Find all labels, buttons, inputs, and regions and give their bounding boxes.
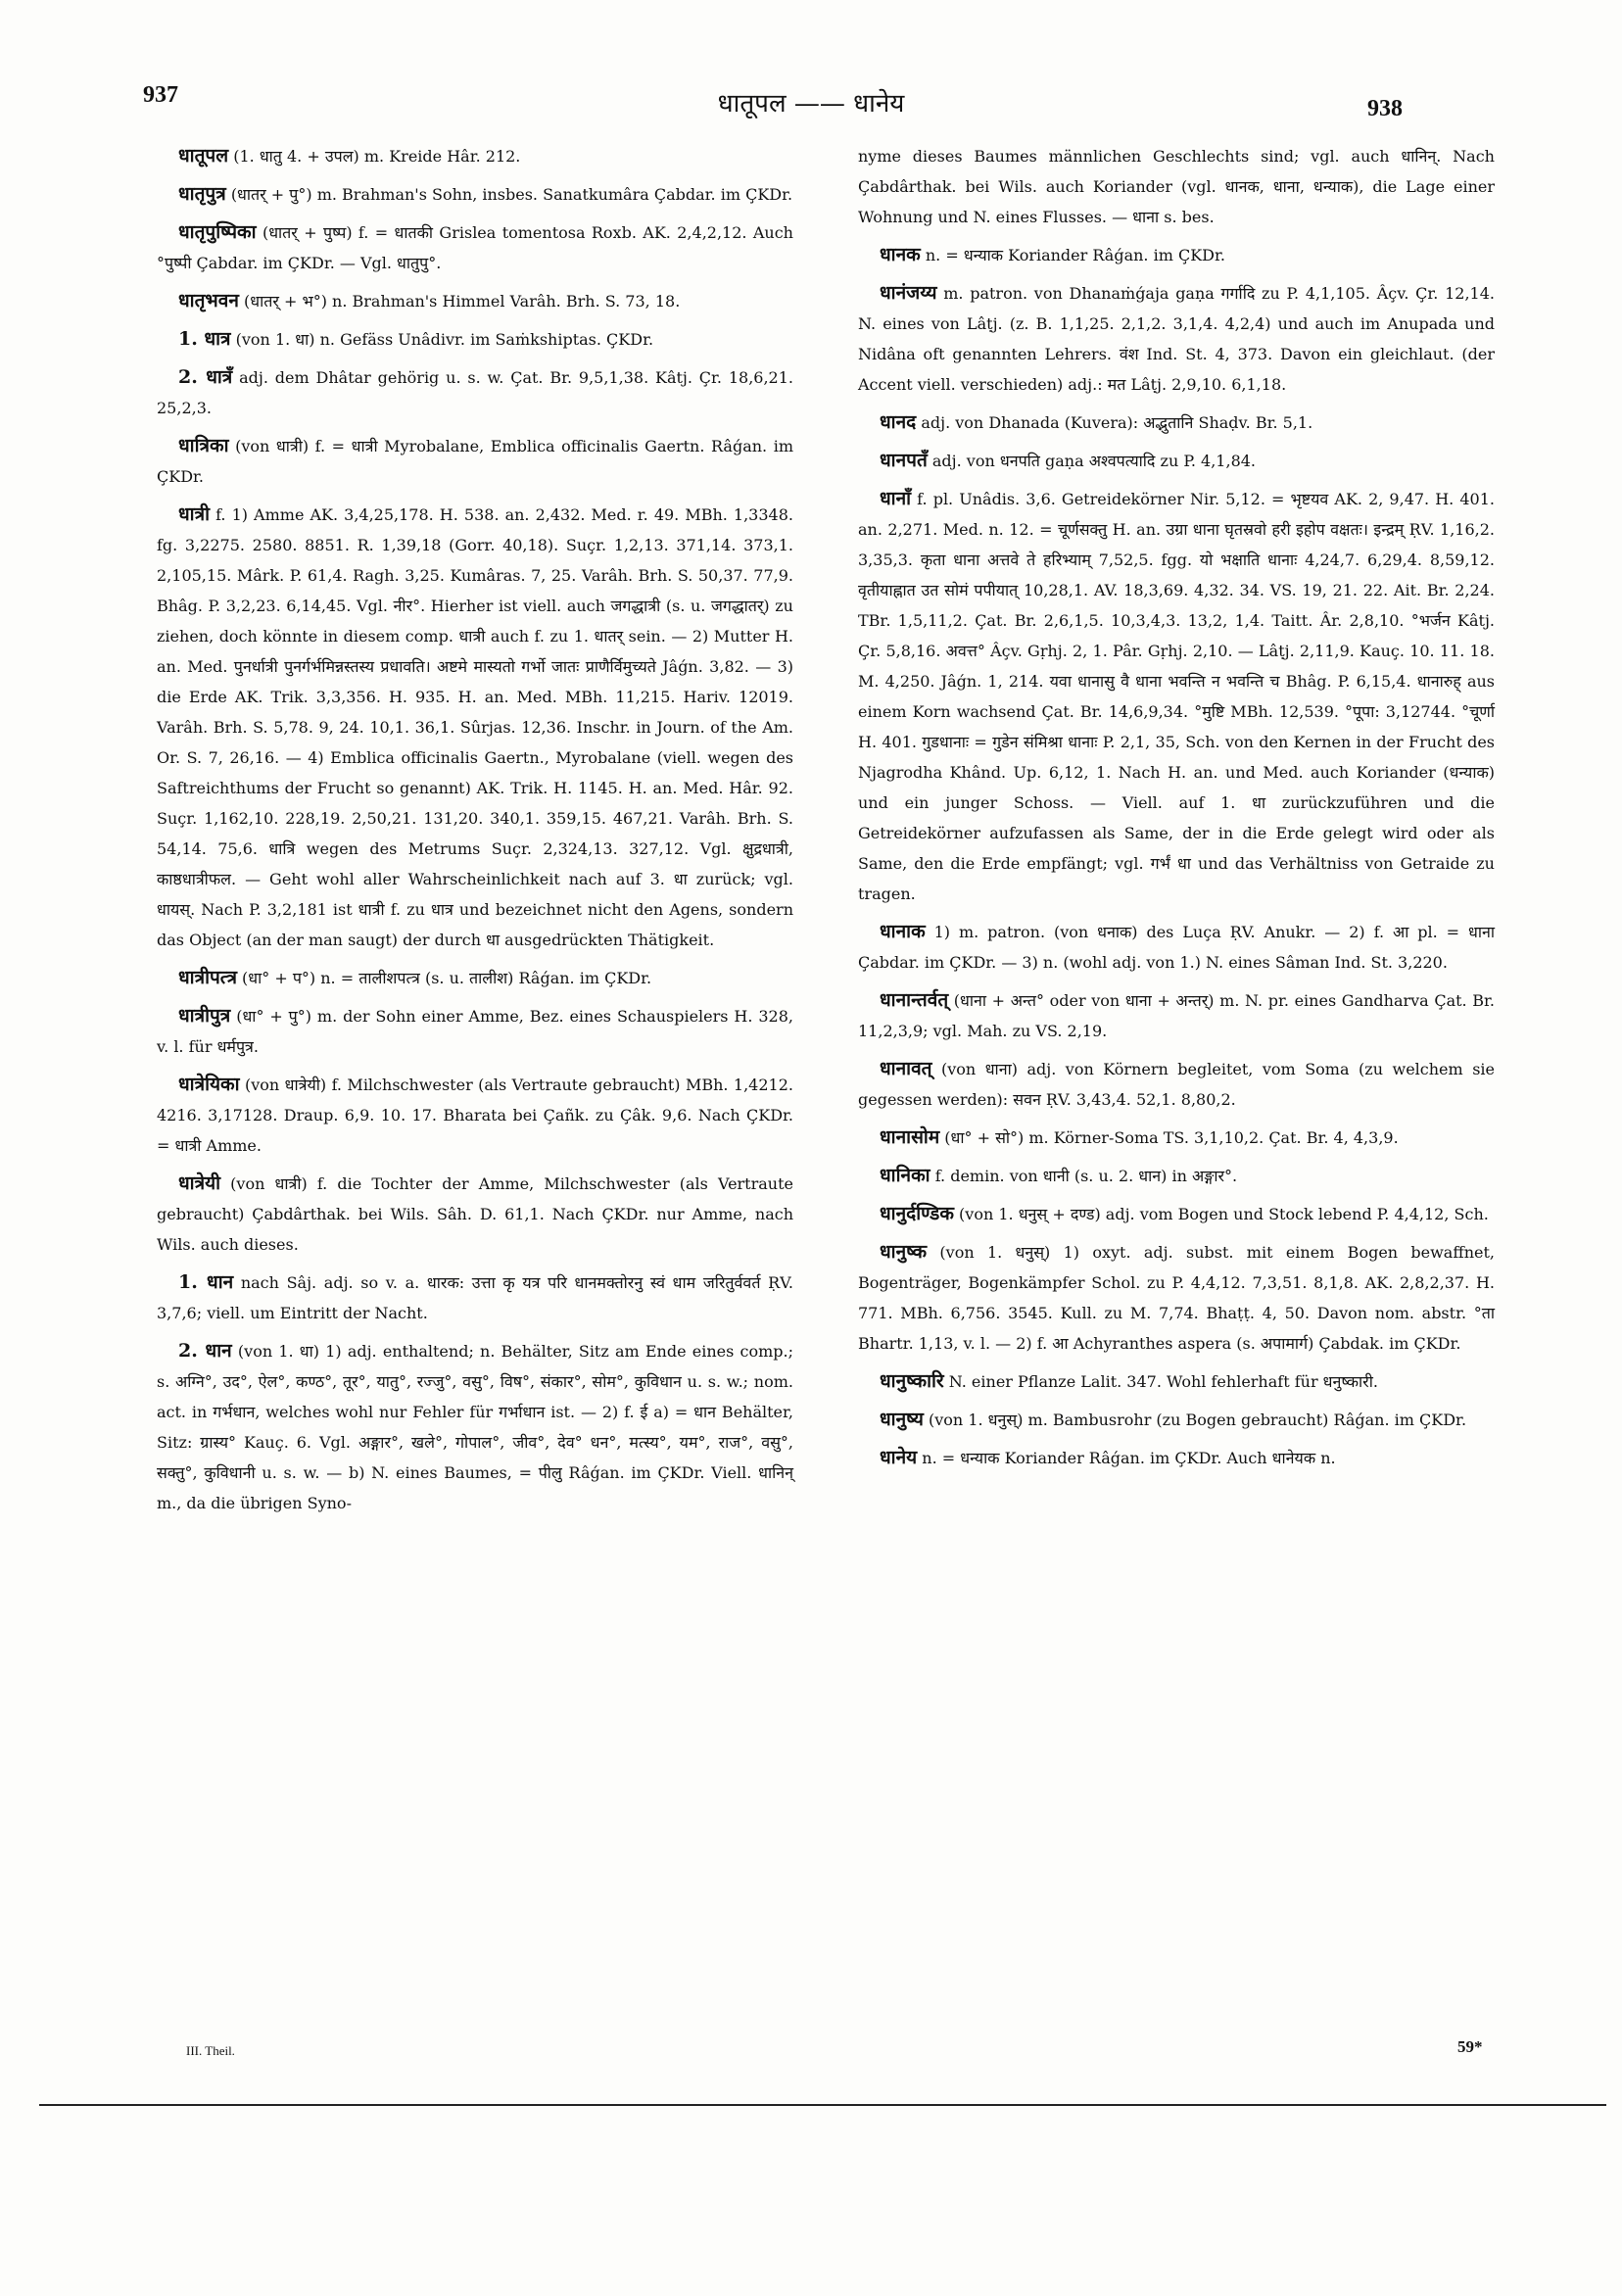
entry-text: 1) m. patron. (von धनाक) des Luça ṚV. Anukr. — 2) f. आ pl. = धाना Çabdar. im ÇKDr. — 3) n. (wohl adj. von 1.) N. eines Sâman Ind. St. 3,220.: [858, 923, 1495, 972]
entry-headword: धात्रीपुत्र: [178, 1005, 231, 1027]
entry-headword: 1. धान: [178, 1271, 234, 1293]
dictionary-entry: [858, 1054, 1495, 1115]
entry-text: (von धाना) adj. von Körnern begleitet, vom Soma (zu welchem sie gegessen werden): सवन ṚV. 3,43,4. 52,1. 8,80,2.: [858, 1060, 1495, 1109]
entry-text: (von धात्रेयी) f. Milchschwester (als Vertraute gebraucht) MBh. 1,4212. 4216. 3,17128. Draup. 6,9. 10. 17. Bharata bei Çañk. zu Çâk. 9,6. Nach ÇKDr. = धात्री Amme.: [157, 1076, 793, 1155]
entry-text: (धा° + पु°) m. der Sohn einer Amme, Bez. eines Schauspielers H. 328, v. l. für धर्मपुत्र.: [157, 1007, 793, 1056]
entry-headword: धानान्तर्वत्: [880, 989, 949, 1011]
dictionary-entry: [858, 484, 1495, 909]
entry-text: f. 1) Amme AK. 3,4,25,178. H. 538. an. 2,432. Med. r. 49. MBh. 1,3348. fg. 3,2275. 2580. 8851. R. 1,39,18 (Gorr. 40,18). Suçr. 1,2,13. 371,14. 373,1. 2,105,15. Mârk. P. 61,4. Ragh. 3,25. Kumâras. 7, 25. Varâh. Brh. S. 50,37. 77,9. Bhâg. P. 3,2,23. 6,14,45. Vgl. नीर°. Hierher ist viell. auch जगद्धात्री (s. u. जगद्धातर्) zu ziehen, doch könnte in diesem comp. धात्री auch f. zu 1. धातर् sein. — 2) Mutter H. an. Med. पुनर्धात्री पुनर्गर्भमिन्नस्तस्य प्रधावति। अष्टमे मास्यतो गर्भो जातः प्राणैर्विमुच्यते Jâǵn. 3,82. — 3) die Erde AK. Trik. 3,3,356. H. 935. H. an. Med. MBh. 11,215. Hariv. 12019. Varâh. Brh. S. 5,78. 9, 24. 10,1. 36,1. Sûrjas. 12,36. Inschr. in Journ. of the Am. Or. S. 7, 26,16. — 4) Emblica officinalis Gaertn., Myrobalane (viell. wegen des Saftreichthums der Frucht so genannt) AK. Trik. H. 1145. H. an. Med. Hâr. 92. Suçr. 1,162,10. 228,19. 2,50,21. 131,20. 340,1. 359,15. 467,21. Varâh. Brh. S. 54,14. 75,6. धात्रि wegen des Metrums Suçr. 2,324,13. 327,12. Vgl. क्षुद्रधात्री, काष्ठधात्रीफल. — Geht wohl aller Wahrscheinlichkeit nach auf 3. धा zurück; vgl. धायस्. Nach P. 3,2,181 ist धात्री f. zu धात्र und bezeichnet nicht den Agens, sondern das Object (an der man saugt) der durch धा ausgedrückten Thätigkeit.: [157, 505, 793, 949]
dictionary-entry: [157, 431, 793, 492]
dictionary-entry: [157, 1336, 793, 1518]
dictionary-entry: [858, 407, 1495, 438]
entry-headword: धानेय: [880, 1447, 918, 1468]
entry-text: (धा° + सो°) m. Körner-Soma TS. 3,1,10,2. Çat. Br. 4, 4,3,9.: [944, 1128, 1399, 1147]
entry-text: f. demin. von धानी (s. u. 2. धान) in अङ्गार°.: [934, 1167, 1238, 1185]
dictionary-entry: [157, 179, 793, 210]
entry-headword: धात्रीपत्त्र: [178, 967, 237, 988]
entry-headword: धात्रेयिका: [178, 1074, 240, 1095]
dictionary-entry: [157, 1169, 793, 1260]
bottom-rule: [39, 2104, 1606, 2106]
entry-text: m. patron. von Dhanaṁǵaja gaṇa गर्गादि zu P. 4,1,105. Âçv. Çr. 12,14. N. eines von Lâṭj. (z. B. 1,1,25. 2,1,2. 3,1,4. 4,2,4) und auch im Anupada und Nidâna oft genannten Lehrers. वंश Ind. St. 4, 373. Davon ein gleichlaut. (der Accent viell. verschieden) adj.: मत Lâṭj. 2,9,10. 6,1,18.: [858, 284, 1495, 394]
dictionary-entry: [858, 1237, 1495, 1359]
dictionary-entry: [858, 917, 1495, 978]
running-head: धातूपल —— धानेय: [717, 89, 905, 119]
entry-text: (धातर् + पु°) m. Brahman's Sohn, insbes. Sanatkumâra Çabdar. im ÇKDr.: [230, 185, 793, 204]
dictionary-entry: [858, 1123, 1495, 1153]
entry-text: nach Sâj. adj. so v. a. धारक: उत्ता कृ यत्र परि धानमक्तोरनु स्वं धाम जरितुर्ववर्त ṚV. 3,7,6; viell. um Eintritt der Nacht.: [157, 1273, 793, 1322]
entry-headword: धानुर्दण्डिक: [880, 1203, 954, 1224]
entry-text: n. = धन्याक Koriander Râǵan. im ÇKDr.: [925, 246, 1225, 264]
dictionary-entry: [157, 362, 793, 423]
entry-headword: धानिका: [880, 1165, 930, 1186]
entry-headword: धात्रेयी: [178, 1172, 221, 1194]
entry-headword: धानुष्य: [880, 1409, 924, 1430]
entry-headword: धानाक: [880, 921, 926, 942]
entry-headword: धानपतँ: [880, 450, 928, 471]
entry-text: (von 1. धा) 1) adj. enthaltend; n. Behälter, Sitz am Ende eines comp.; s. अग्नि°, उद°, ऐल°, कण्ठ°, तूर°, यातु°, रज्जु°, वसु°, विष°, संकार°, सोम°, कुविधान u. s. w.; nom. act. in गर्भधान, welches wohl nur Fehler für गर्भाधान ist. — 2) f. ई a) = धान Behälter, Sitz: ग्रास्य° Kauç. 6. Vgl. अङ्गार°, खले°, गोपाल°, जीव°, देव° धन°, मत्स्य°, यम°, राज°, वसु°, सक्तु°, कुविधानी u. s. w. — b) N. eines Baumes, = पीलु Râǵan. im ÇKDr. Viell. धानिन् m., da die übrigen Syno-: [157, 1342, 794, 1512]
entry-text: adj. von धनपति gaṇa अश्वपत्यादि zu P. 4,1,84.: [931, 452, 1257, 470]
entry-headword: 2. धात्रँ: [178, 366, 233, 388]
entry-headword: धानद: [880, 411, 917, 433]
left-column: [157, 141, 793, 1526]
dictionary-entry: [157, 286, 793, 316]
entry-headword: धानाँ: [880, 488, 912, 509]
page-footer: [0, 2037, 1622, 2082]
dictionary-entry: [858, 1405, 1495, 1435]
dictionary-entry: [858, 141, 1495, 232]
entry-text: (धा° + प°) n. = तालीशपत्त्र (s. u. तालीश) Râǵan. im ÇKDr.: [242, 969, 652, 987]
entry-headword: धातृभवन: [178, 290, 239, 311]
entry-text: (von 1. धनुस्) m. Bambusrohr (zu Bogen gebraucht) Râǵan. im ÇKDr.: [929, 1411, 1467, 1429]
dictionary-entry: [858, 240, 1495, 270]
entry-headword: धानुष्क: [880, 1241, 928, 1263]
entry-headword: धात्रिका: [178, 435, 229, 456]
entry-headword: धात्री: [178, 503, 211, 525]
dictionary-entry: [858, 1199, 1495, 1229]
page-number-left: 937: [143, 82, 178, 108]
dictionary-entry: [858, 1443, 1495, 1473]
dictionary-entry: [157, 963, 793, 993]
dictionary-entry: [157, 1070, 793, 1161]
entry-text: (धातर् + भ°) n. Brahman's Himmel Varâh. Brh. S. 73, 18.: [244, 292, 681, 311]
dictionary-entry: [157, 324, 793, 355]
entry-text: (धातर् + पुष्प) f. = धातकी Grislea tomentosa Roxb. AK. 2,4,2,12. Auch °पुष्पी Çabdar. im ÇKDr. — Vgl. धातुपु°.: [157, 223, 793, 272]
dictionary-entry: [157, 217, 793, 278]
entry-headword: धातृपुत्र: [178, 183, 226, 205]
signature-mark: 59*: [1457, 2037, 1483, 2056]
entry-headword: धातूपल: [178, 145, 229, 167]
entry-text: adj. dem Dhâtar gehörig u. s. w. Çat. Br. 9,5,1,38. Kâtj. Çr. 18,6,21. 25,2,3.: [157, 368, 794, 417]
entry-headword: धातृपुष्पिका: [178, 221, 257, 243]
dictionary-entry: [157, 500, 793, 955]
dictionary-entry: [858, 1161, 1495, 1191]
dictionary-entry: [858, 985, 1495, 1046]
entry-text: (von धात्री) f. die Tochter der Amme, Milchschwester (als Vertraute gebraucht) Çabdârthak. bei Wils. Sâh. D. 61,1. Nach ÇKDr. nur Amme, nach Wils. auch dieses.: [157, 1174, 794, 1254]
entry-text: f. pl. Unâdis. 3,6. Getreidekörner Nir. 5,12. = भृष्टयव AK. 2, 9,47. H. 401. an. 2,271. Med. n. 12. = चूर्णसक्तु H. an. उग्रा धाना घृतस्रवो हरी इहोप वक्षतः। इन्द्रम् ṚV. 1,16,2. 3,35,3. कृता धाना अत्तवे ते हरिभ्याम् 7,52,5. fgg. यो भक्षाति धानाः 4,24,7. 6,29,4. 8,59,12. वृतीयाह्नात उत सोमं पपीयात् 10,28,1. AV. 18,3,69. 4,32. 34. VS. 19, 21. 22. Ait. Br. 2,24. TBr. 1,5,11,2. Çat. Br. 2,6,1,5. 10,3,4,3. 13,2, 1,4. Taitt. Âr. 2,8,10. °भर्जन Kâtj. Çr. 5,8,16. अवत्त° Âçv. Gṛhj. 2, 1. Pâr. Gṛhj. 2,10. — Lâṭj. 2,11,9. Kauç. 10. 11. 18. M. 4,250. Jâǵn. 1, 214. यवा धानासु वै धाना भवन्ति न भवन्ति च Bhâg. P. 6,15,4. धानारुह् aus einem Korn wachsend Çat. Br. 14,6,9,34. °मुष्टि MBh. 12,539. °पूपा: 3,12744. °चूर्णा H. 401. गुडधानाः = गुडेन संमिश्रा धानाः P. 2,1, 35, Sch. von den Kernen in der Frucht des Njagrodha Khând. Up. 6,12, 1. Nach H. an. und Med. auch Koriander (धन्याक) und ein junger Schoss. — Viell. auf 1. धा zurückzuführen und die Getreidekörner aufzufassen als Same, der in die Erde gelegt wird oder als Same, den die Erde empfängt; vgl. गर्भं धा und das Verhältniss von Getraide zu tragen.: [858, 490, 1495, 903]
entry-text: adj. von Dhanada (Kuvera): अद्भुतानि Shaḍv. Br. 5,1.: [921, 413, 1313, 432]
entry-text: (von धात्री) f. = धात्री Myrobalane, Emblica officinalis Gaertn. Râǵan. im ÇKDr.: [157, 437, 793, 486]
entry-text: N. einer Pflanze Lalit. 347. Wohl fehlerhaft für धनुष्कारी.: [948, 1372, 1378, 1391]
entry-headword: धानासोम: [880, 1126, 940, 1148]
entry-headword: 1. धात्र: [178, 328, 231, 350]
entry-text: n. = धन्याक Koriander Râǵan. im ÇKDr. Auch धानेयक n.: [922, 1449, 1336, 1467]
dictionary-entry: [858, 1366, 1495, 1397]
volume-part: III. Theil.: [186, 2043, 235, 2058]
dictionary-entry: [858, 446, 1495, 476]
entry-text: (1. धातु 4. + उपल) m. Kreide Hâr. 212.: [233, 147, 521, 166]
entry-headword: धानक: [880, 244, 921, 265]
page-number-right: 938: [1367, 96, 1403, 121]
right-column: [858, 141, 1495, 1481]
dictionary-entry: [157, 141, 793, 171]
entry-text: (धाना + अन्त° oder von धाना + अन्तर्) m. N. pr. eines Gandharva Çat. Br. 11,2,3,9; vgl. Mah. zu VS. 2,19.: [858, 991, 1496, 1040]
entry-headword: धानुष्कारि: [880, 1370, 944, 1392]
entry-headword: 2. धान: [178, 1340, 232, 1362]
dictionary-entry: [858, 278, 1495, 400]
entry-headword: धानावत्: [880, 1058, 932, 1079]
entry-headword: धानंजय्य: [880, 282, 937, 304]
entry-text: nyme dieses Baumes männlichen Geschlechts sind; vgl. auch धानिन्. Nach Çabdârthak. bei Wils. auch Koriander (vgl. धानक, धाना, धन्याक), die Lage einer Wohnung und N. eines Flusses. — धाना s. bes.: [858, 147, 1495, 226]
dictionary-entry: [157, 1268, 793, 1328]
entry-text: (von 1. धा) n. Gefäss Unâdivr. im Saṁkshiptas. ÇKDr.: [235, 330, 654, 349]
dictionary-entry: [157, 1001, 793, 1062]
page-header: [0, 78, 1622, 137]
entry-text: (von 1. धनुस् + दण्ड) adj. vom Bogen und Stock lebend P. 4,4,12, Sch.: [959, 1205, 1489, 1223]
entry-text: (von 1. धनुस्) 1) oxyt. adj. subst. mit einem Bogen bewaffnet, Bogenträger, Bogenkämpfer Schol. zu P. 4,4,12. 7,3,51. 8,1,8. AK. 2,8,2,37. H. 771. MBh. 6,756. 3545. Kull. zu M. 7,74. Bhaṭṭ. 4, 50. Davon nom. abstr. °ता Bhartr. 1,13, v. l. — 2) f. आ Achyranthes aspera (s. अपामार्ग) Çabdak. im ÇKDr.: [858, 1243, 1496, 1353]
